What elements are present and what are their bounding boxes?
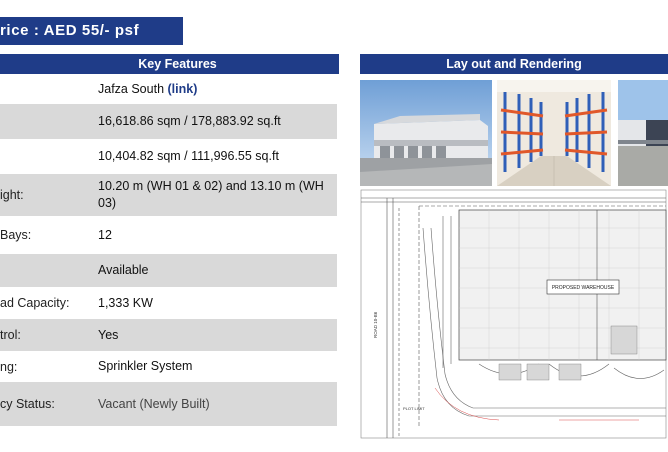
- price-text: rice : AED 55/- psf: [0, 22, 140, 39]
- row-value: Sprinkler System: [98, 359, 193, 373]
- location-link[interactable]: (link): [167, 81, 198, 96]
- row-value: Vacant (Newly Built): [98, 396, 210, 411]
- row-label: cy Status:: [0, 397, 55, 411]
- row-value: 1,333 KW: [98, 295, 153, 310]
- table-row-occupancy-status: [0, 382, 337, 426]
- layout-rendering-title: Lay out and Rendering: [446, 57, 582, 71]
- table-row-loading-bays: [0, 216, 337, 254]
- table-row-location: [0, 74, 337, 104]
- site-plan-drawing: [359, 188, 668, 440]
- row-label: ight:: [0, 188, 24, 202]
- row-label: ng:: [0, 359, 18, 374]
- row-value: Yes: [98, 327, 119, 342]
- table-row-built-up-area: [0, 139, 337, 174]
- row-label: Bays:: [0, 228, 32, 242]
- exterior-photo-2: [618, 80, 668, 186]
- table-row-control: [0, 319, 337, 351]
- row-label: ad Capacity:: [0, 296, 70, 310]
- plan-warehouse-label: PROPOSED WAREHOUSE: [551, 285, 615, 291]
- table-row-height: [0, 174, 337, 216]
- table-row-availability: [0, 254, 337, 287]
- row-label: trol:: [0, 328, 21, 342]
- table-row-load-capacity: [0, 287, 337, 319]
- plan-plot-limit-label: PLOT LIMIT: [403, 406, 425, 411]
- plan-road-label: ROAD 10-B6: [373, 311, 378, 338]
- key-features-table: [0, 74, 337, 426]
- rendering-photos: [360, 80, 668, 188]
- row-value: 16,618.86 sqm / 178,883.92 sq.ft: [98, 114, 281, 128]
- table-row-plot-area: [0, 104, 337, 139]
- row-value: 10,404.82 sqm / 111,996.55 sq.ft: [98, 149, 279, 163]
- interior-racking-photo: [497, 80, 611, 186]
- row-value: 12: [98, 227, 112, 242]
- table-row-fire-fighting: [0, 351, 337, 382]
- layout-rendering-header: [360, 54, 668, 74]
- price-banner: [0, 17, 183, 45]
- key-features-title: Key Features: [138, 57, 217, 71]
- row-value: Available: [98, 263, 149, 277]
- row-value: Jafza South (link): [98, 81, 198, 96]
- exterior-photo: [360, 80, 492, 186]
- row-value: 10.20 m (WH 01 & 02) and 13.10 m (WH 03): [98, 179, 324, 210]
- key-features-header: [0, 54, 339, 74]
